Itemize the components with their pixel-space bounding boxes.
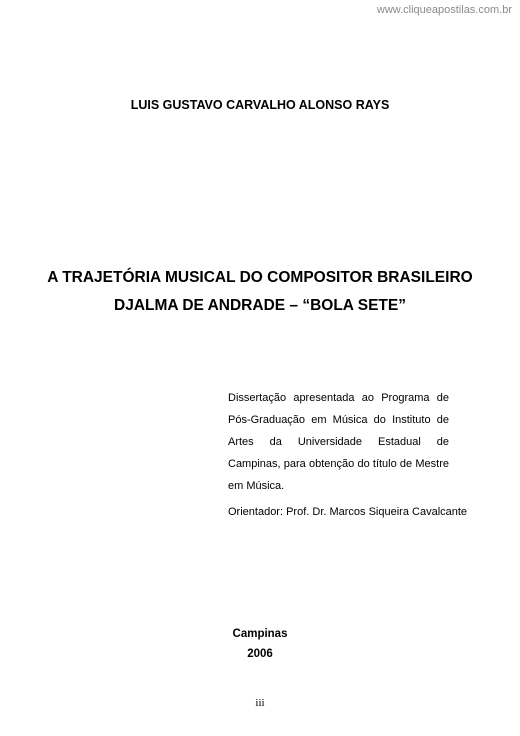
dissertation-title bbox=[0, 264, 520, 320]
watermark-link[interactable]: www.cliqueapostilas.com.br bbox=[376, 4, 512, 16]
place-and-year bbox=[0, 624, 520, 664]
title-line-1: A TRAJETÓRIA MUSICAL DO COMPOSITOR BRASILEIRO bbox=[47, 269, 473, 286]
city: Campinas bbox=[232, 628, 288, 640]
title-line-2: DJALMA DE ANDRADE – “BOLA SETE” bbox=[114, 297, 406, 314]
dissertation-description: Dissertação apresentada ao Programa de Pós-Graduação em Música do Instituto de Artes da Universidade Estadual de Campinas, para obtenção do título de Mestre em Música. bbox=[228, 392, 449, 492]
page-number: iii bbox=[255, 697, 265, 709]
author-name: LUIS GUSTAVO CARVALHO ALONSO RAYS bbox=[130, 98, 390, 112]
advisor-line: Orientador: Prof. Dr. Marcos Siqueira Cavalcante bbox=[228, 506, 468, 518]
year: 2006 bbox=[247, 648, 273, 660]
